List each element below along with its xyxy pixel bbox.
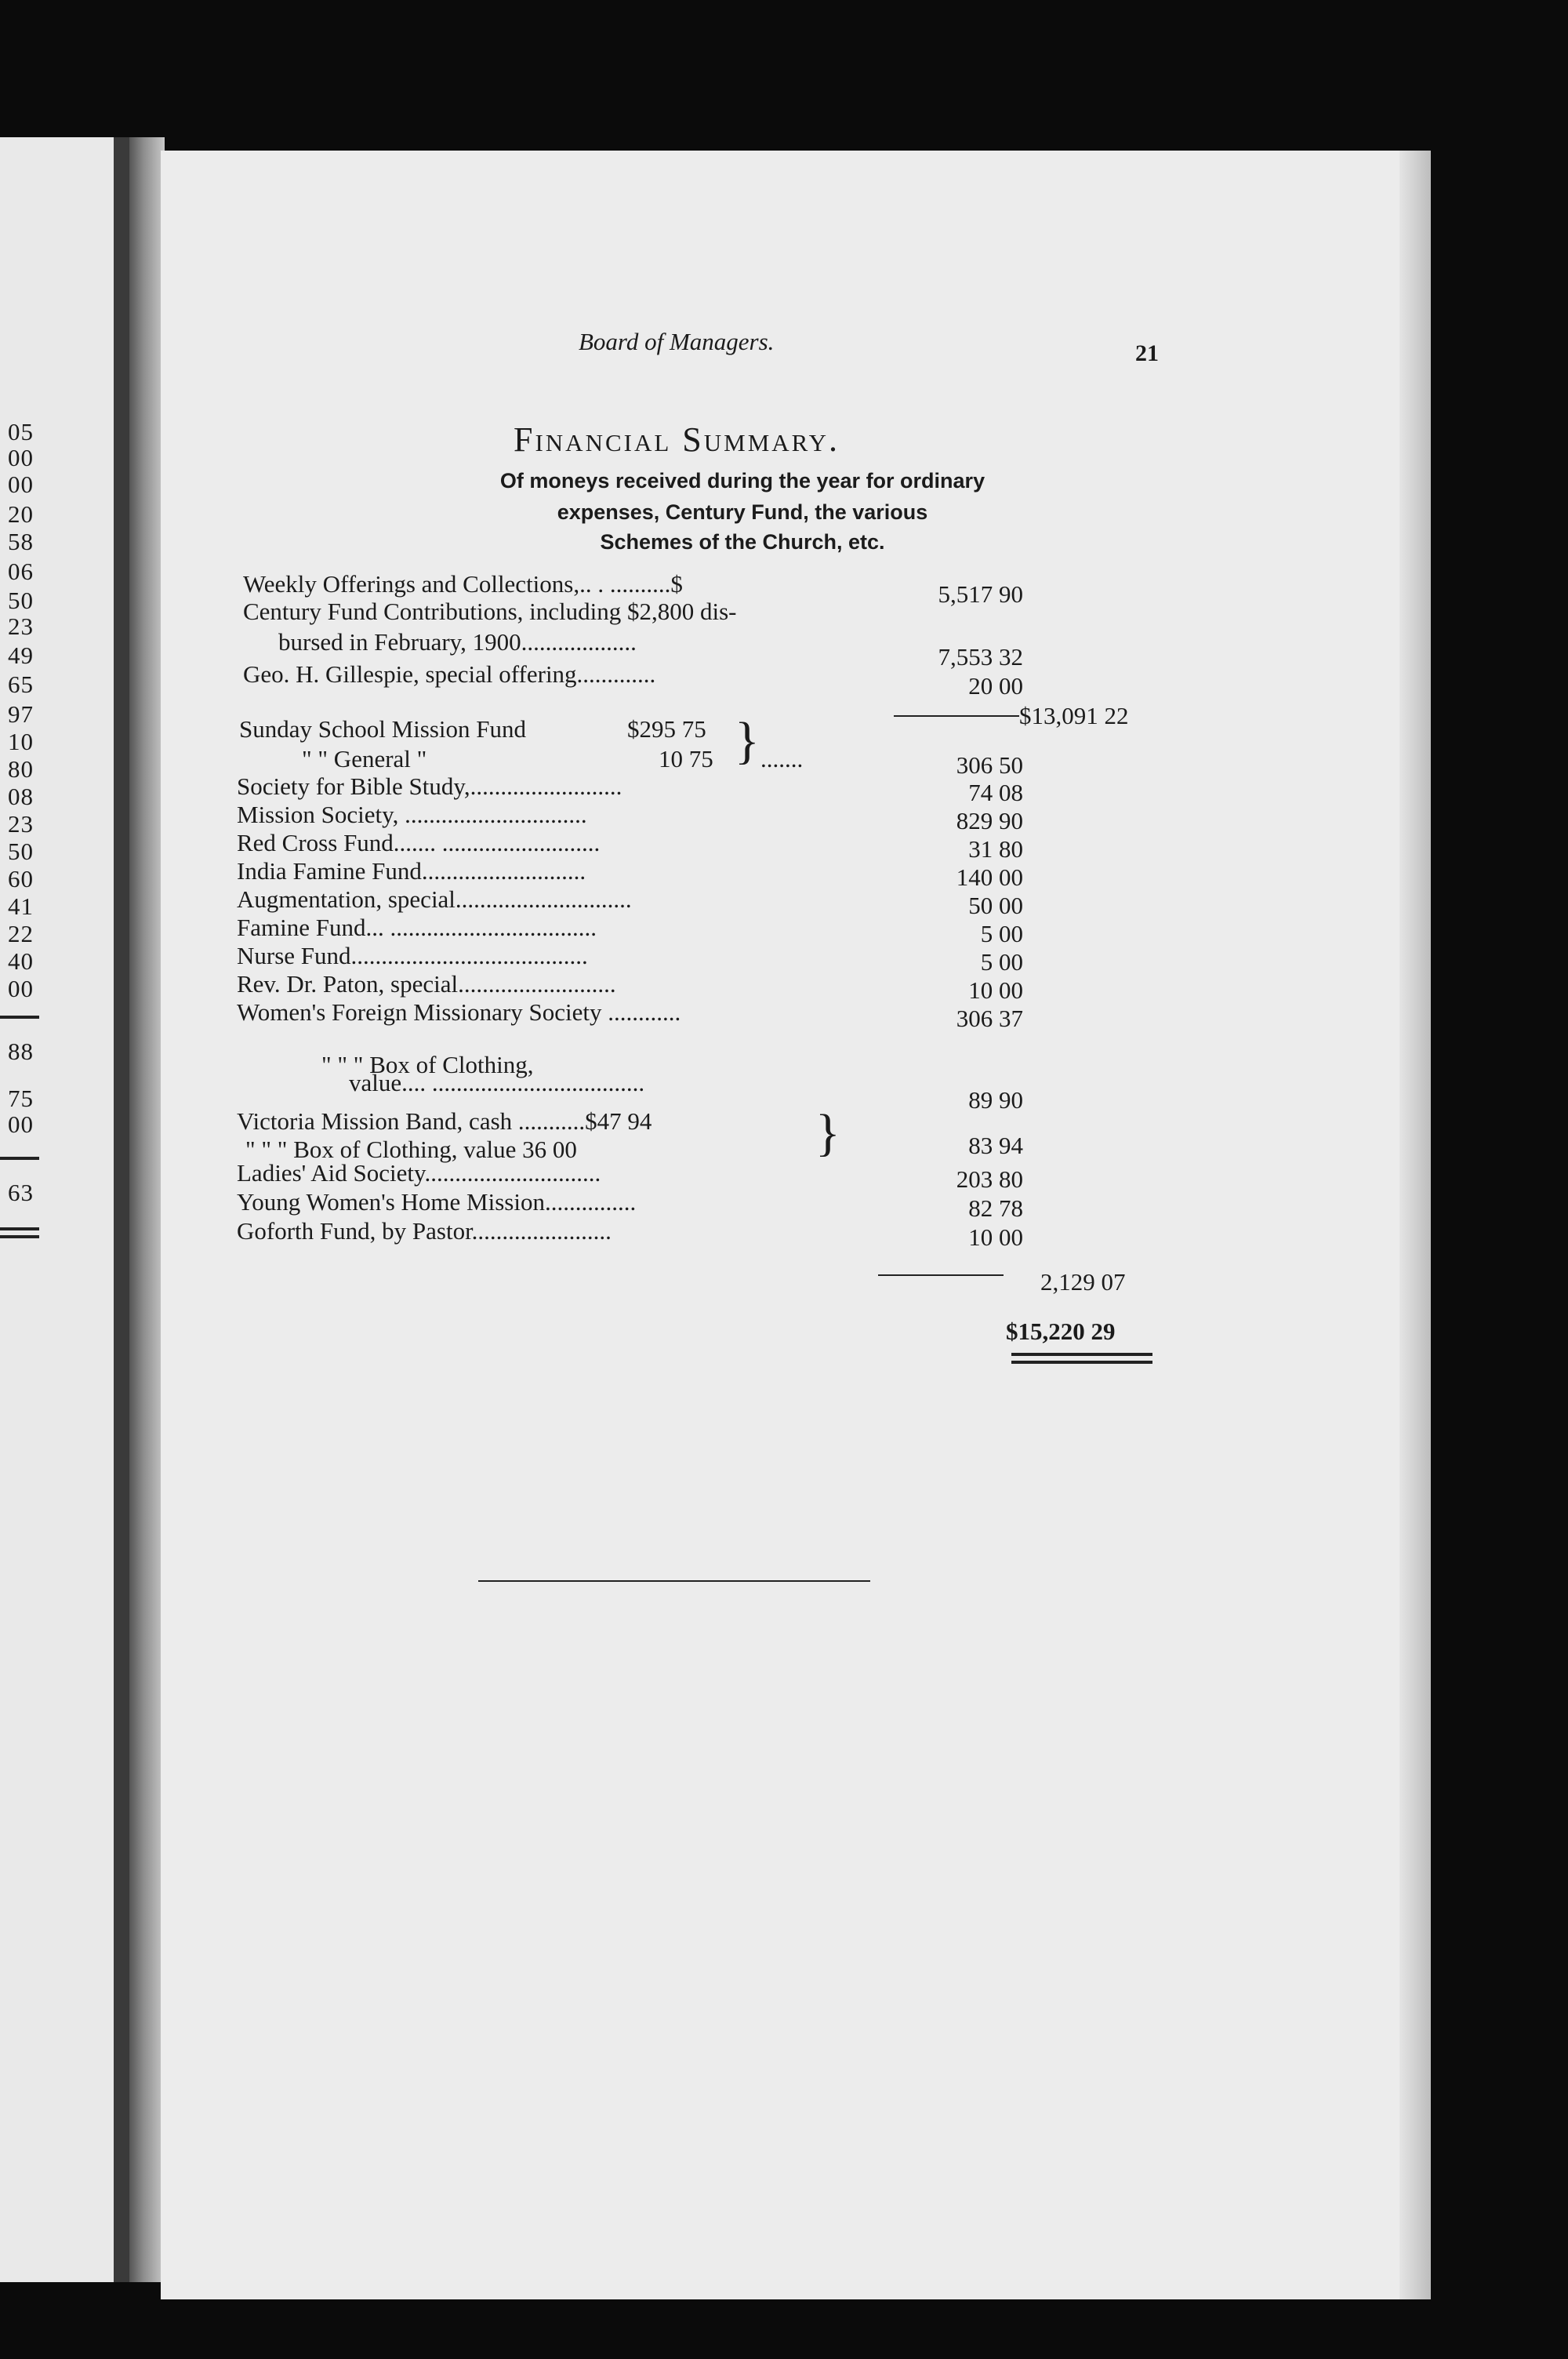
entry-amount: 306 37 (956, 1005, 1023, 1032)
page-number: 21 (1135, 340, 1159, 366)
left-figure: 50 (8, 838, 34, 865)
entry-label: Augmentation, special............................. (237, 885, 632, 913)
subtotal-rule (894, 715, 1019, 717)
grand-total-rule (1011, 1361, 1152, 1364)
entry-label: Rev. Dr. Paton, special.......................... (237, 970, 616, 998)
entry-label: Weekly Offerings and Collections,.. . ..........$ (243, 570, 683, 598)
left-figure: 00 (8, 1110, 34, 1138)
page-title: Financial Summary. (514, 420, 840, 459)
left-figure: 20 (8, 500, 34, 528)
entry-label: India Famine Fund........................... (237, 857, 586, 885)
subtotal-rule (878, 1274, 1004, 1276)
brace-icon: } (815, 1104, 840, 1161)
page-edge (1399, 151, 1431, 2299)
entry-label: " " General " (302, 745, 427, 772)
left-figure: 63 (8, 1179, 34, 1206)
left-page-rule-1 (0, 1016, 39, 1019)
entry-label: " " " Box of Clothing, (321, 1051, 534, 1078)
left-figure: 22 (8, 920, 34, 947)
group1-total: $13,091 22 (1019, 702, 1129, 729)
left-figure: 00 (8, 444, 34, 471)
entry-label: Century Fund Contributions, including $2,800 dis- (243, 598, 737, 625)
grand-total: $15,220 29 (1006, 1318, 1116, 1345)
entry-label: Young Women's Home Mission............... (237, 1188, 637, 1216)
left-figure: 80 (8, 755, 34, 783)
left-figure: 06 (8, 558, 34, 585)
left-figure: 23 (8, 810, 34, 838)
entry-amount: 203 80 (956, 1165, 1023, 1193)
end-rule (478, 1580, 870, 1582)
left-figure: 00 (8, 975, 34, 1002)
entry-label: " " " Box of Clothing, value 36 00 (245, 1136, 577, 1163)
entry-amount: 5 00 (980, 920, 1023, 947)
entry-label: Nurse Fund....................................... (237, 942, 588, 969)
entry-amount: 74 08 (968, 779, 1023, 806)
left-figure: 05 (8, 418, 34, 445)
left-figure: 75 (8, 1085, 34, 1112)
entry-label: Women's Foreign Missionary Society ............ (237, 998, 681, 1026)
entry-amount: 140 00 (956, 863, 1023, 891)
entry-amount: 7,553 32 (938, 643, 1023, 671)
entry-label: Ladies' Aid Society............................. (237, 1159, 601, 1187)
entry-amount: 5,517 90 (938, 580, 1023, 608)
entry-amount: 306 50 (956, 751, 1023, 779)
entry-amount: 10 00 (968, 1223, 1023, 1251)
entry-label: Victoria Mission Band, cash ...........$47 94 (237, 1107, 652, 1135)
left-figure: 41 (8, 892, 34, 920)
left-figure: 10 (8, 728, 34, 755)
entry-label: Goforth Fund, by Pastor....................... (237, 1217, 612, 1245)
left-figure: 49 (8, 642, 34, 669)
subtitle-line-3: Schemes of the Church, etc. (600, 530, 885, 554)
entry-label: Famine Fund... .................................. (237, 914, 597, 941)
entry-amount: 829 90 (956, 807, 1023, 834)
entry-label: value.... ................................... (349, 1069, 645, 1096)
left-figure: 00 (8, 471, 34, 498)
entry-label: Geo. H. Gillespie, special offering............. (243, 660, 656, 688)
entry-amount: 20 00 (968, 672, 1023, 700)
group2-total: 2,129 07 (1040, 1268, 1126, 1296)
entry-subamount: $295 75 (627, 715, 706, 743)
entry-amount: 10 00 (968, 976, 1023, 1004)
grand-total-rule (1011, 1353, 1152, 1356)
left-figure: 88 (8, 1038, 34, 1065)
left-figure: 08 (8, 783, 34, 810)
left-page-rule-4 (0, 1235, 39, 1238)
entry-amount: 31 80 (968, 835, 1023, 863)
entry-label: Red Cross Fund....... .......................... (237, 829, 601, 856)
entry-amount: 83 94 (968, 1132, 1023, 1159)
left-figure: 58 (8, 528, 34, 555)
entry-label: Mission Society, .............................. (237, 801, 587, 828)
left-figure: 97 (8, 700, 34, 728)
left-figure: 60 (8, 865, 34, 892)
page-fold (129, 137, 165, 2282)
page-gutter-shadow (114, 137, 131, 2282)
running-header: Board of Managers. (579, 328, 775, 355)
entry-label: Society for Bible Study,......................... (237, 772, 622, 800)
entry-label: Sunday School Mission Fund (239, 715, 527, 743)
left-figure: 40 (8, 947, 34, 975)
leader-dots: ....... (760, 745, 804, 772)
left-figure: 65 (8, 671, 34, 698)
left-figure: 23 (8, 612, 34, 640)
left-figure: 50 (8, 587, 34, 614)
entry-amount: 82 78 (968, 1194, 1023, 1222)
subtitle-line-2: expenses, Century Fund, the various (557, 500, 928, 524)
entry-amount: 89 90 (968, 1086, 1023, 1114)
entry-amount: 50 00 (968, 892, 1023, 919)
entry-subamount: 10 75 (659, 745, 713, 772)
brace-icon: } (735, 712, 760, 769)
left-page-rule-3 (0, 1227, 39, 1230)
entry-label: bursed in February, 1900................... (278, 628, 637, 656)
subtitle-line-1: Of moneys received during the year for ordinary (499, 469, 985, 493)
left-page-rule-2 (0, 1157, 39, 1160)
entry-amount: 5 00 (980, 948, 1023, 976)
